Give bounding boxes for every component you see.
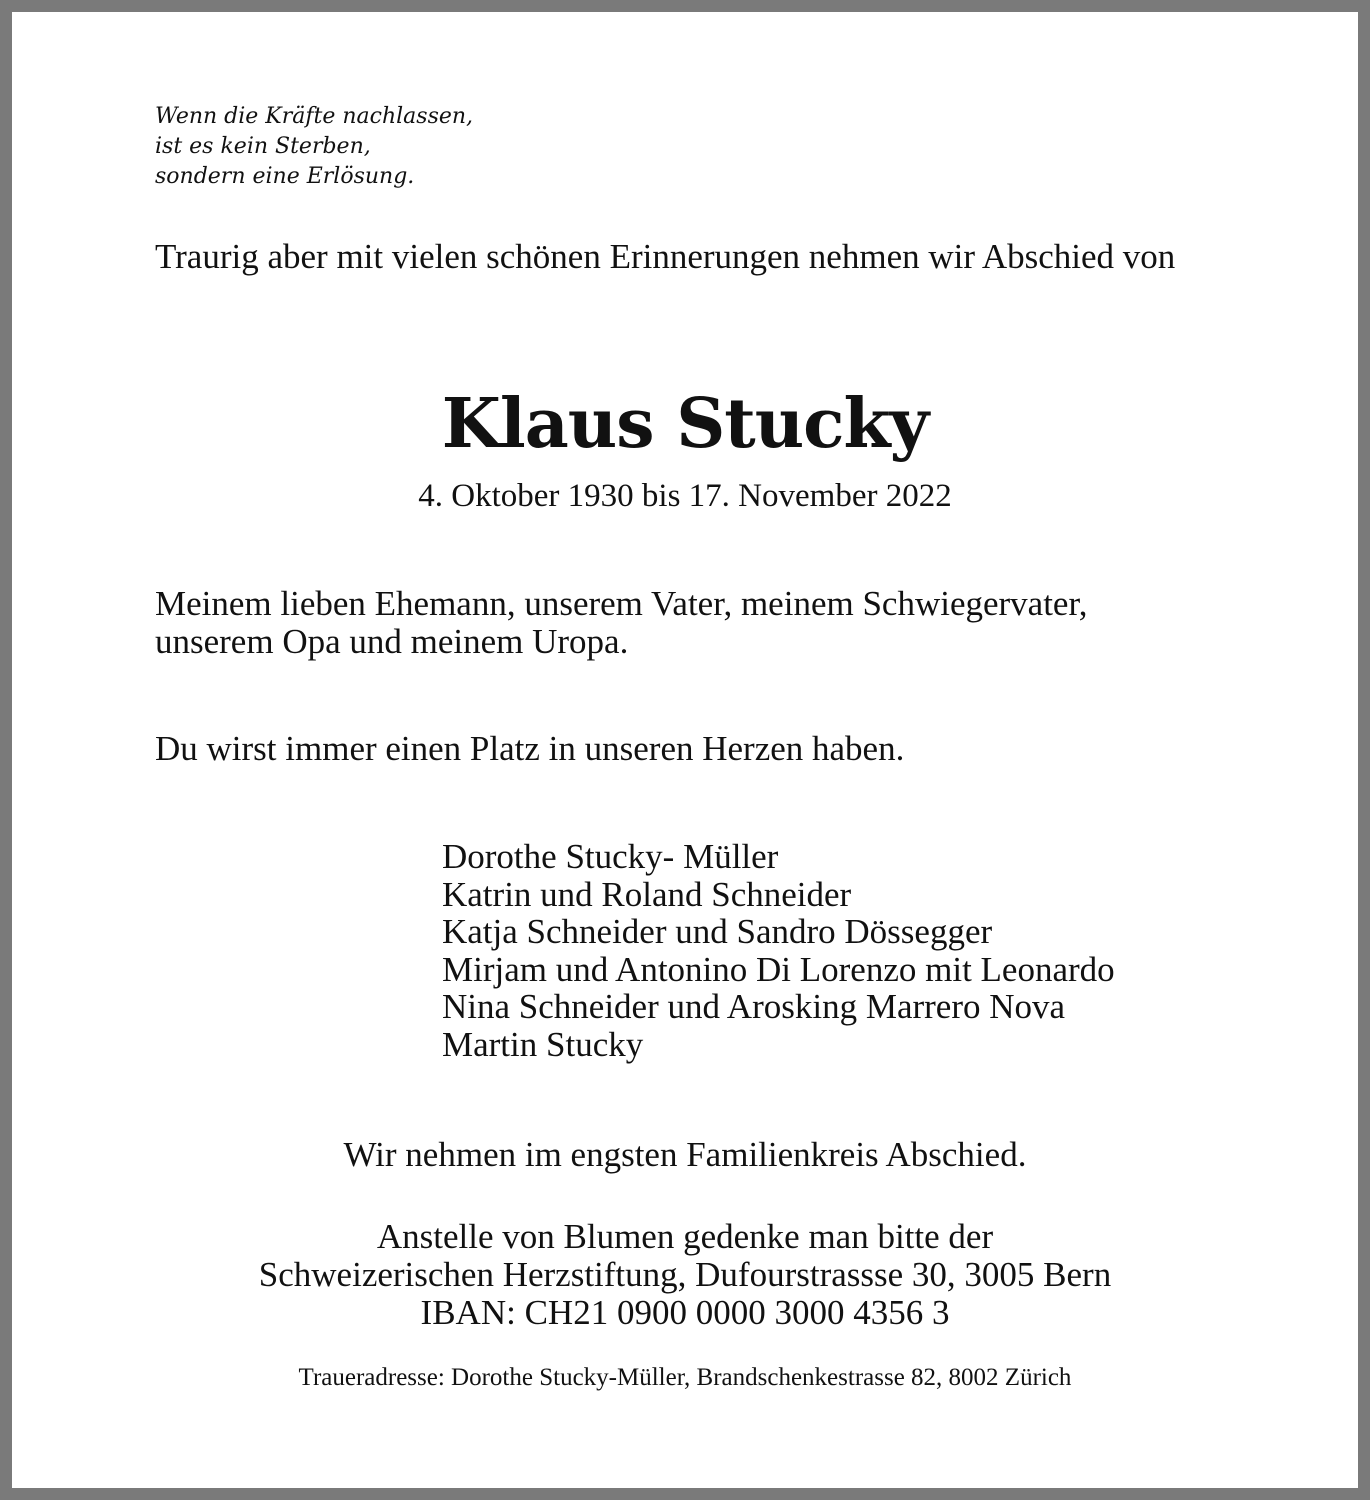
heart-text: Du wirst immer einen Platz in unseren Herzen haben. [155,729,905,768]
motto-verse [155,102,473,192]
mourner: Martin Stucky [442,1024,644,1064]
mourner: Dorothe Stucky- Müller [442,837,779,876]
dedication-line: unserem Opa und meinem Uropa. [155,622,629,661]
dedication-line: Meinem lieben Ehemann, unserem Vater, meinem Schwiegervater, [155,584,1088,623]
family-notice: Wir nehmen im engsten Familienkreis Abschied. [343,1135,1027,1174]
mourner: Katja Schneider und Sandro Dössegger [442,912,993,951]
mourner: Katrin und Roland Schneider [442,874,852,914]
donation-line: Anstelle von Blumen gedenke man bitte der [376,1217,994,1256]
donation-notice [12,1218,1358,1332]
donation-line: Schweizerischen Herzstiftung, Dufourstrassse 30, 3005 Bern [258,1255,1112,1294]
motto-line: ist es kein Sterben, [155,134,371,159]
mourner: Nina Schneider und Arosking Marrero Nova [442,987,1066,1026]
motto-line: Wenn die Kräfte nachlassen, [155,104,474,129]
deceased-name: Klaus Stucky [441,384,929,464]
dedication-text [155,585,1235,661]
obituary-notice [12,12,1358,1488]
life-dates: 4. Oktober 1930 bis 17. November 2022 [418,478,952,514]
motto-line: sondern eine Erlösung. [155,164,415,189]
intro-text: Traurig aber mit vielen schönen Erinnerungen nehmen wir Abschied von [155,237,1176,276]
mourner: Mirjam und Antonino Di Lorenzo mit Leonardo [442,949,1115,989]
donation-iban: IBAN: CH21 0900 0000 3000 4356 3 [420,1293,950,1332]
mourning-address: Traueradresse: Dorothe Stucky-Müller, Brandschenkestrasse 82, 8002 Zürich [298,1364,1072,1391]
mourners-list [442,838,1115,1063]
